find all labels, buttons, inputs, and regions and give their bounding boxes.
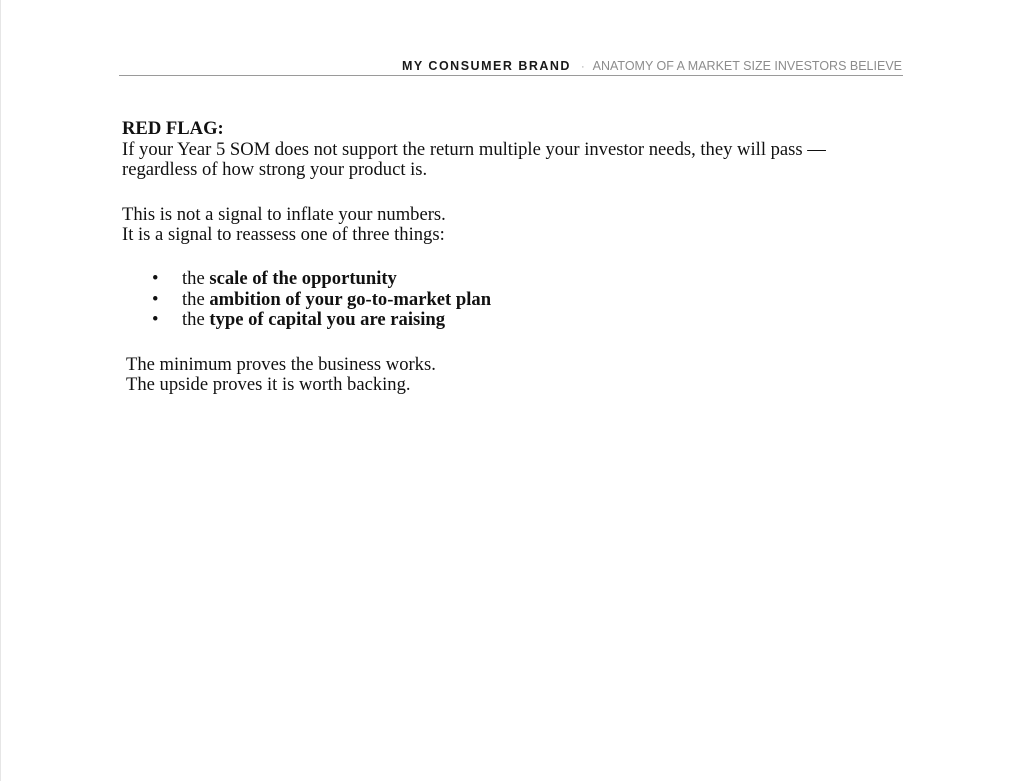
bullet-prefix: the [182, 288, 210, 310]
brand-name: MY CONSUMER BRAND [401, 59, 571, 73]
bullet-marker: • [152, 309, 159, 331]
bullet-marker: • [152, 288, 159, 310]
closing-line1: The minimum proves the business works. [126, 353, 436, 375]
bullet-emphasis: type of capital you are raising [209, 309, 446, 331]
bullet-prefix: the [182, 309, 210, 331]
bullet-emphasis: scale of the opportunity [209, 267, 397, 289]
header-subtitle: ANATOMY OF A MARKET SIZE INVESTORS BELIEVE [592, 59, 902, 73]
signal-line1: This is not a signal to inflate your numbers. [122, 203, 446, 225]
red-flag-heading: RED FLAG: [122, 118, 224, 139]
bullet-marker: • [152, 267, 159, 289]
bullet-prefix: the [182, 267, 210, 289]
list-item [122, 290, 892, 311]
signal-line2: It is a signal to reassess one of three things: [122, 224, 445, 246]
bullet-list [122, 269, 892, 331]
red-flag-text-line1: If your Year 5 SOM does not support the return multiple your investor needs, they will pass — [122, 138, 826, 160]
bullet-emphasis: ambition of your go-to-market plan [209, 288, 492, 310]
list-item [122, 269, 892, 290]
red-flag-text-line2: regardless of how strong your product is. [122, 159, 428, 181]
page-content [122, 119, 892, 396]
header-separator: · [580, 61, 585, 73]
closing-line2: The upside proves it is worth backing. [126, 374, 411, 396]
page-header [119, 58, 903, 76]
list-item [122, 310, 892, 331]
